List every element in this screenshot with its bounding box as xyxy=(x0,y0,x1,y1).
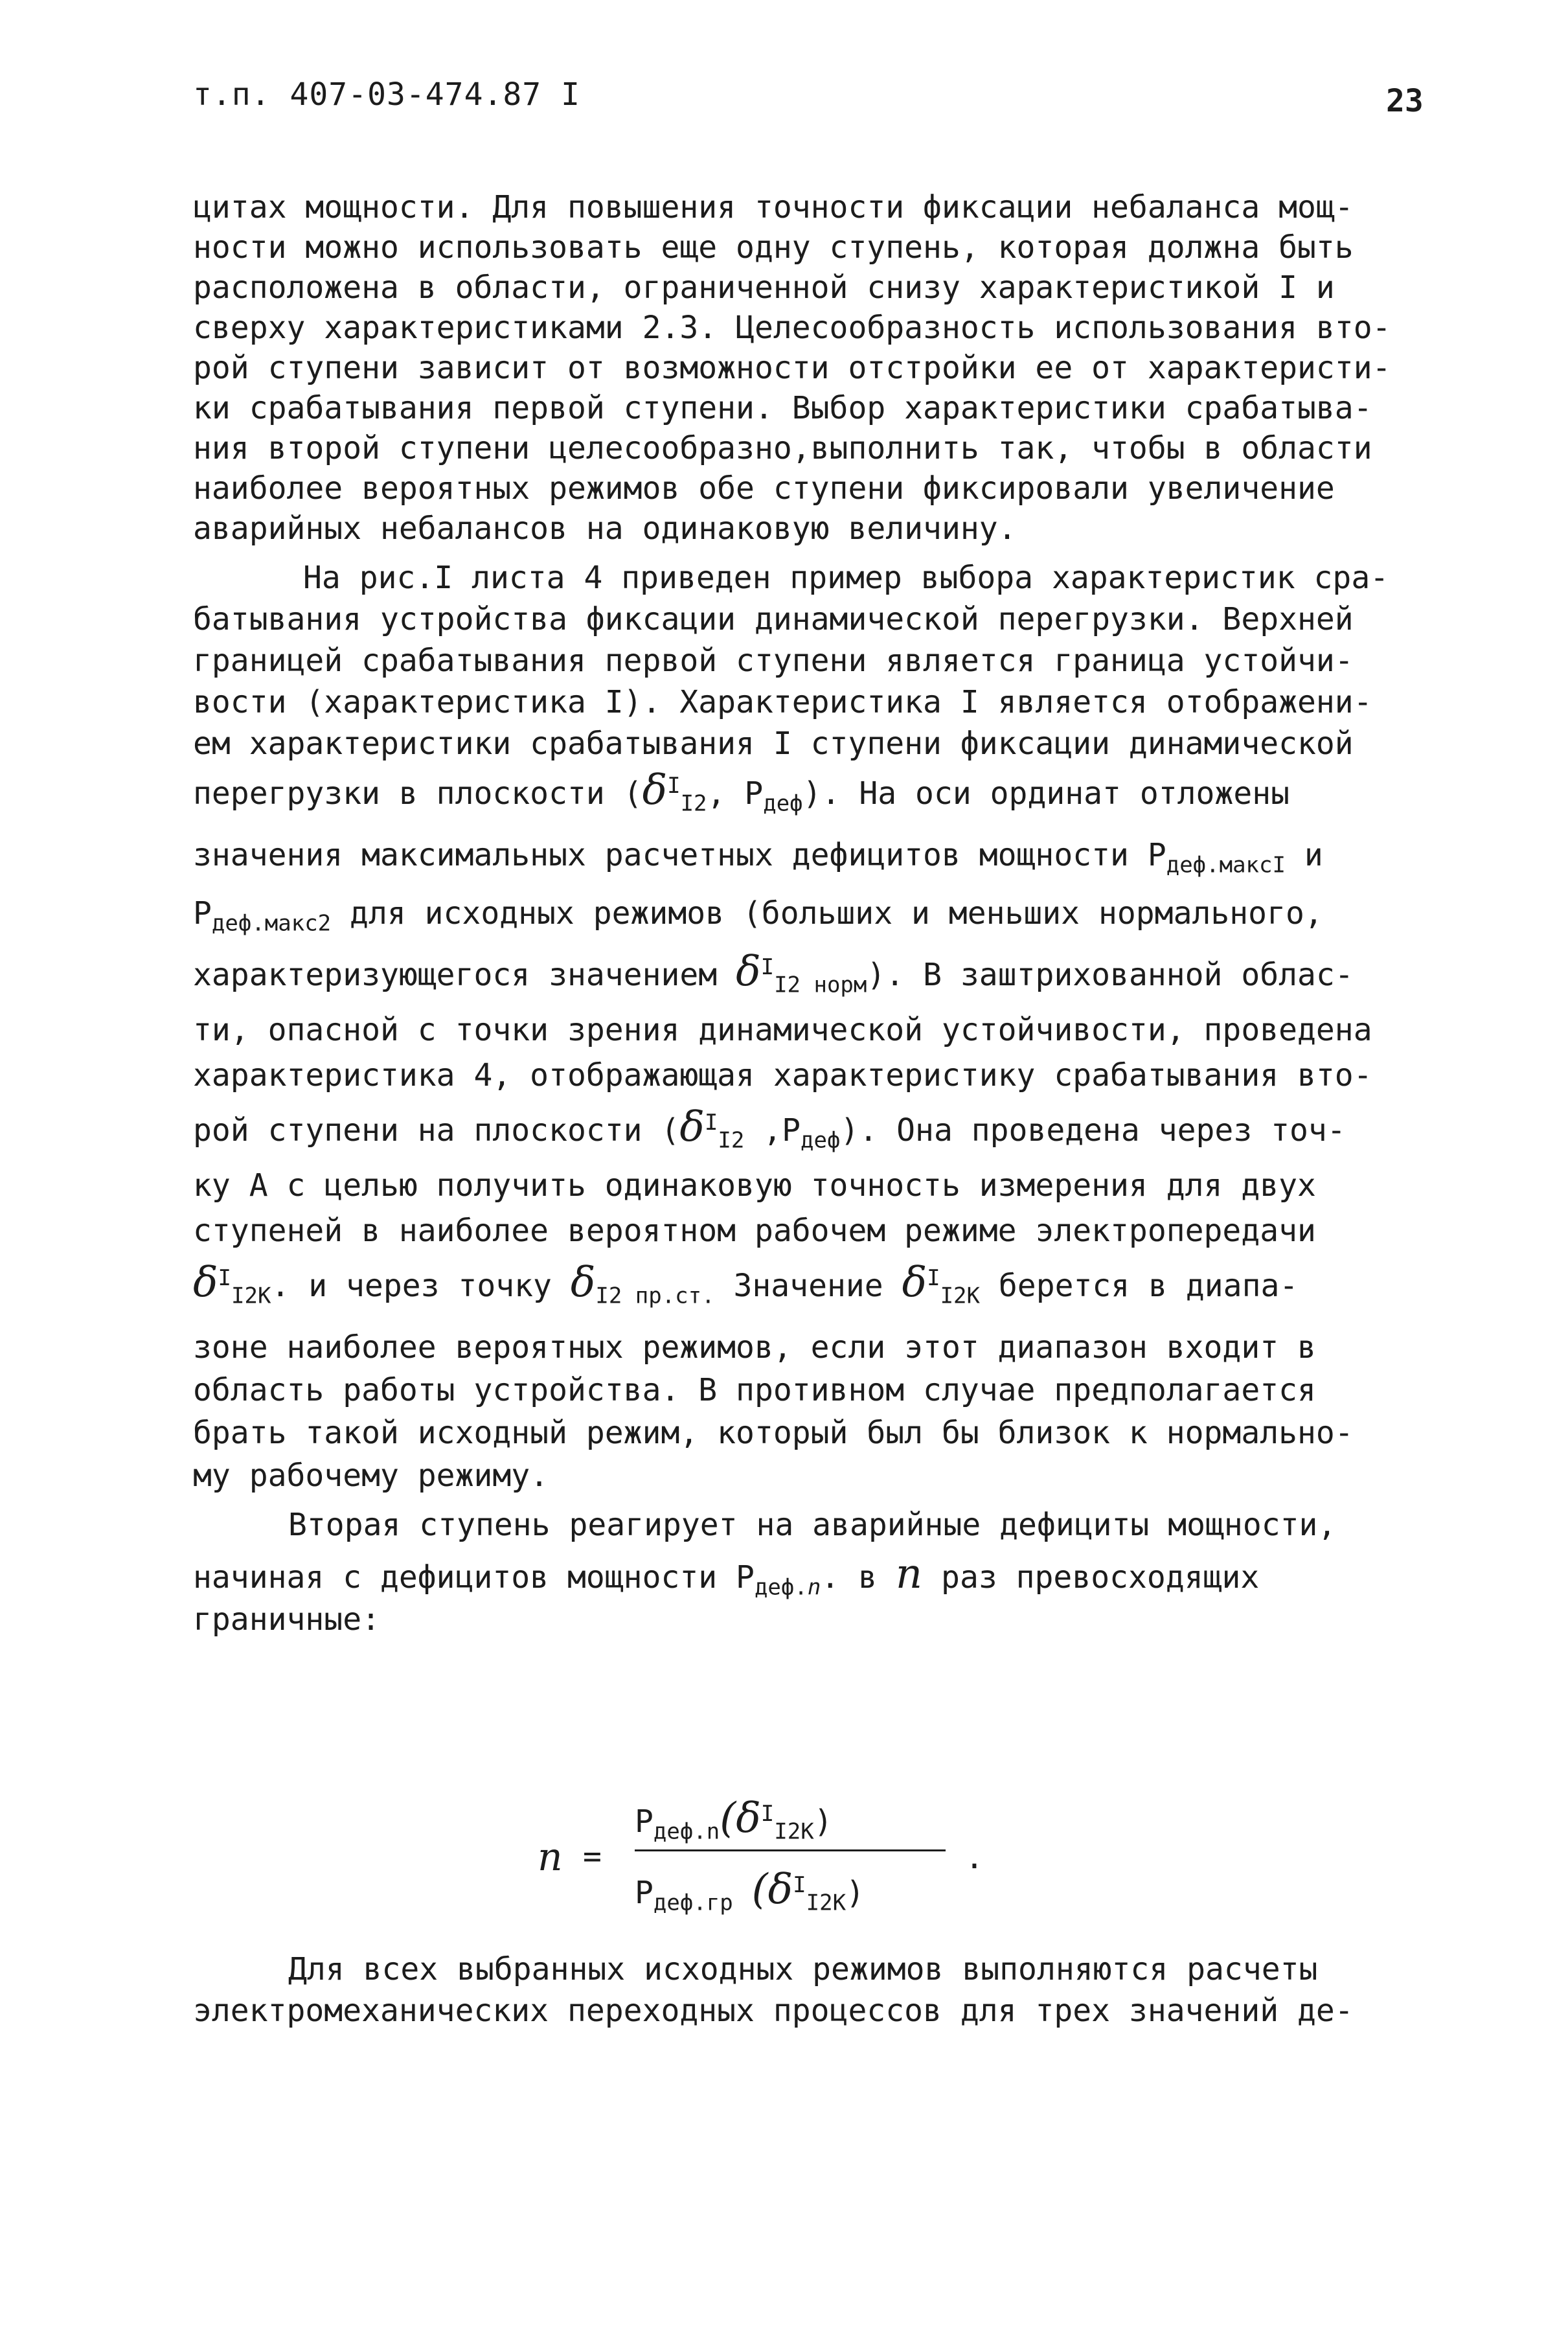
text-line: рой ступени зависит от возможности отстройки ее от характеристи- xyxy=(193,350,1391,386)
text-line-with-formula: перегрузки в плоскости ($\delta^I_{I2}$, $P_{деф}$). На оси ординат отложены xyxy=(193,766,1290,817)
text-line: цитах мощности. Для повышения точности фиксации небаланса мощ- xyxy=(193,189,1354,225)
formula-denominator: $P_{деф.гр}$ $(\delta^I_{I2К})$ xyxy=(635,1866,865,1916)
text-line: сверху характеристиками 2.3. Целесообразность использования вто- xyxy=(193,310,1391,346)
text-line: Вторая ступень реагирует на аварийные дефициты мощности, xyxy=(288,1507,1337,1543)
text-line: расположена в области, ограниченной снизу характеристикой I и xyxy=(193,269,1335,306)
text-line: область работы устройства. В противном случае предполагается xyxy=(193,1372,1316,1408)
delta-symbol: δ xyxy=(902,1259,927,1307)
text-line: границей срабатывания первой ступени является граница устойчи- xyxy=(193,643,1354,679)
ratio-formula xyxy=(538,1788,1030,1924)
text-line-with-formula: $\delta^I_{I2К}$. и через точку $\delta_{I2 пр.ст.}$ Значение $\delta^I_{I2К}$ берется в диапа- xyxy=(193,1259,1299,1309)
text-line: батывания устройства фиксации динамической перегрузки. Верхней xyxy=(193,601,1354,637)
delta-symbol: δ xyxy=(570,1259,596,1307)
text-line: граничные: xyxy=(193,1601,380,1638)
text-line-with-formula: рой ступени на плоскости ($\delta^I_{I2}$ $,P_{деф}$). Она проведена через точ- xyxy=(193,1103,1346,1154)
delta-symbol: δ xyxy=(642,766,668,814)
formula-period: . xyxy=(965,1840,984,1876)
formula-numerator: $P_{деф.n}(\delta^I_{I2К})$ xyxy=(635,1794,833,1845)
text-line: ку А с целью получить одинаковую точность измерения для двух xyxy=(193,1167,1316,1204)
text-line: На рис.I листа 4 приведен пример выбора характеристик сра- xyxy=(303,560,1389,596)
text-line-with-formula: характеризующегося значением $\delta^I_{I2 норм}$). В заштрихованной облас- xyxy=(193,948,1354,998)
text-line: ки срабатывания первой ступени. Выбор характеристики срабатыва- xyxy=(193,390,1372,426)
text-line-with-formula: начиная с дефицитов мощности $P_{деф.n}$. в n раз превосходящих xyxy=(193,1550,1260,1601)
text-line: ти, опасной с точки зрения динамической устойчивости, проведена xyxy=(193,1012,1372,1048)
delta-symbol: δ xyxy=(736,948,761,996)
text-line: ности можно использовать еще одну ступень, которая должна быть xyxy=(193,229,1354,266)
fraction-bar xyxy=(635,1849,946,1851)
delta-symbol: δ xyxy=(679,1103,705,1151)
document-code: т.п. 407-03-474.87 I xyxy=(193,76,580,113)
text-line: электромеханических переходных процессов для трех значений де- xyxy=(193,1993,1354,2029)
text-line: брать такой исходный режим, который был бы близок к нормально- xyxy=(193,1415,1354,1451)
formula-lhs: n xyxy=(538,1835,563,1880)
text-line: Для всех выбранных исходных режимов выполняются расчеты xyxy=(288,1951,1318,1987)
text-line: му рабочему режиму. xyxy=(193,1458,549,1494)
formula-equals: = xyxy=(583,1838,602,1875)
page-number: 23 xyxy=(1386,83,1424,119)
text-line: характеристика 4, отображающая характеристику срабатывания вто- xyxy=(193,1057,1372,1093)
text-line: ступеней в наиболее вероятном рабочем режиме электропередачи xyxy=(193,1213,1316,1249)
delta-symbol: δ xyxy=(193,1259,218,1307)
text-line: аварийных небалансов на одинаковую величину. xyxy=(193,510,1017,547)
text-line: ем характеристики срабатывания I ступени фиксации динамической xyxy=(193,726,1354,762)
text-line: вости (характеристика I). Характеристика I является отображени- xyxy=(193,684,1372,720)
text-line: ния второй ступени целесообразно,выполнить так, чтобы в области xyxy=(193,430,1372,466)
text-line-with-formula: $P_{деф.макс2}$ для исходных режимов (больших и меньших нормального, xyxy=(193,895,1323,937)
text-line-with-formula: значения максимальных расчетных дефицитов мощности $P_{деф.максI}$ и xyxy=(193,837,1323,878)
text-line: наиболее вероятных режимов обе ступени фиксировали увеличение xyxy=(193,470,1335,507)
text-line: зоне наиболее вероятных режимов, если этот диапазон входит в xyxy=(193,1329,1316,1366)
